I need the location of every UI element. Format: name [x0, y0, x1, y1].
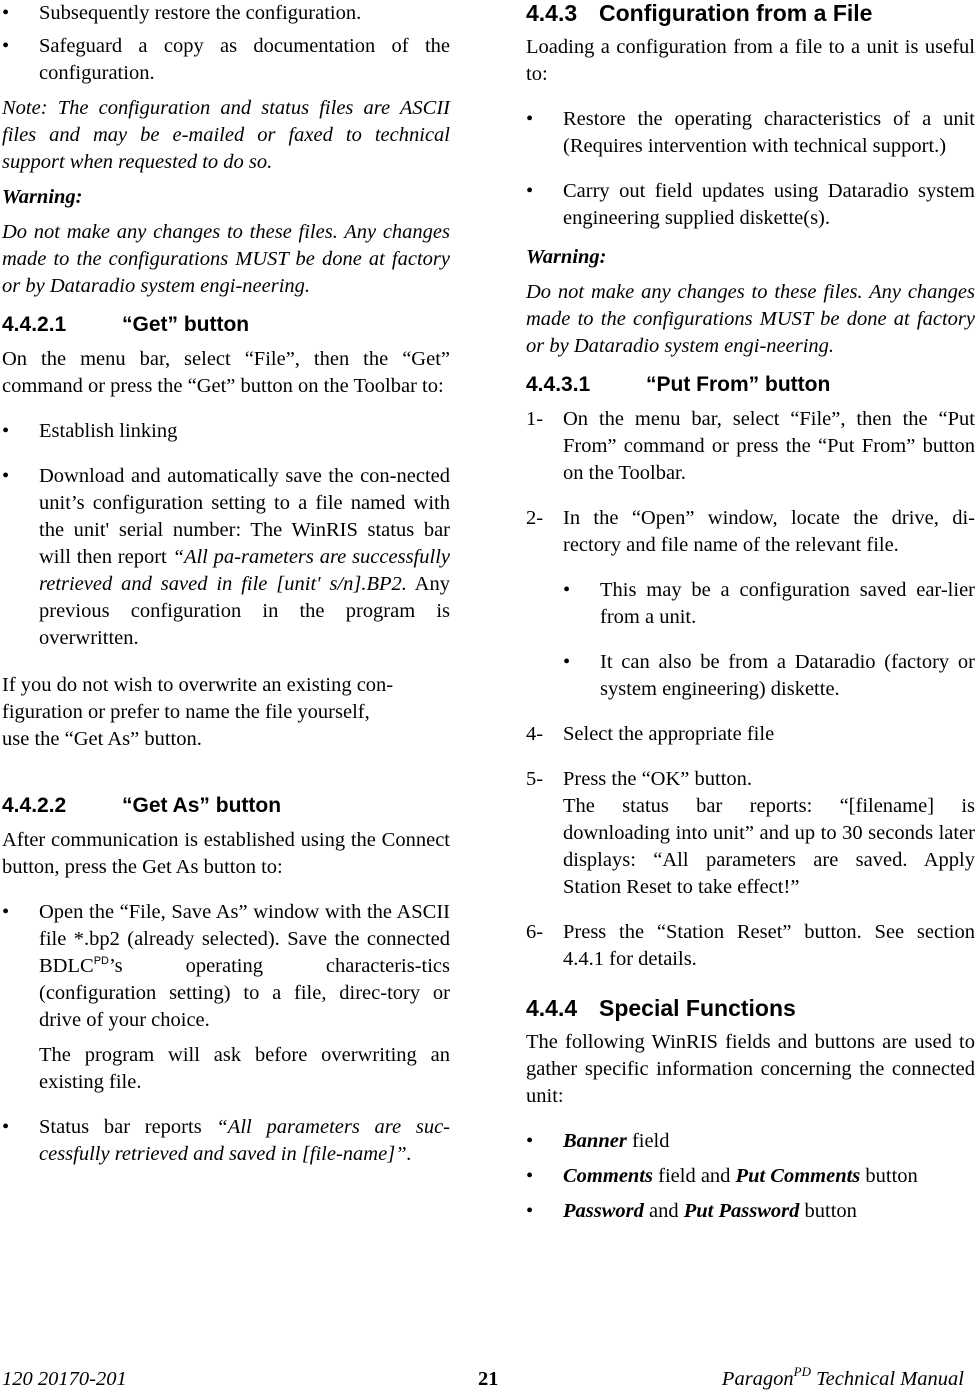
ask-paragraph: The program will ask before overwriting an existing file. [39, 1044, 450, 1093]
get-paragraph: On the menu bar, select “File”, then the “Get” command or press the “Get” button on the Toolbar to: [2, 348, 450, 397]
list-item: • Download and automatically save the con-nected unit’s configuration setting to a file named with the unit' serial number: The WinRIS status bar will then report “All pa-rameters are successfully retrieved and saved in file [unit' s/n].BP2. Any previous configuration in the program is overwritten. [2, 465, 450, 649]
bullet-icon: • [526, 1165, 534, 1187]
load-paragraph: Loading a configuration from a file to a unit is useful to: [526, 36, 975, 85]
document-number: 120 20170-201 [2, 1368, 127, 1390]
getas-paragraph: After communication is established using the Connect button, press the Get As button to: [2, 829, 450, 878]
section-heading-4-4-2-2: 4.4.2.2 “Get As” button [2, 794, 282, 817]
list-item: 1- On the menu bar, select “File”, then the “Put From” command or press the “Put From” button on the Toolbar. [526, 408, 975, 484]
manual-title: Paragon$^{PD}$ Technical Manual [721, 1364, 964, 1390]
left-column [2, 0, 450, 1186]
bullet-icon: • [2, 2, 10, 24]
list-item: 2- In the “Open” window, locate the drive, di-rectory and file name of the relevant file. [526, 507, 975, 556]
list-item: • Subsequently restore the configuration. [2, 0, 450, 27]
list-item: • Restore the operating characteristics of a unit (Requires intervention with technical support.) [526, 108, 975, 157]
warning-text: Do not make any changes to these files. Any changes made to the configurations MUST be done at factory or by Dataradio system engi-neering. [2, 221, 450, 297]
bullet-icon: • [2, 1116, 10, 1138]
list-item: • Comments field and Put Comments button [526, 1163, 975, 1190]
list-item: 4- Select the appropriate file [526, 723, 775, 745]
bullet-icon: • [563, 579, 571, 601]
section-heading-4-4-3-1: 4.4.3.1 “Put From” button [526, 373, 831, 396]
right-column [526, 0, 975, 1233]
bullet-icon: • [2, 35, 10, 57]
list-item: • Carry out field updates using Dataradio system engineering supplied diskette(s). [526, 180, 975, 229]
list-item: • Establish linking [2, 418, 450, 445]
bullet-icon: • [526, 180, 534, 202]
bullet-icon: • [563, 651, 571, 673]
list-item: • Status bar reports “All parameters are suc-cessfully retrieved and saved in [file-name]”. [2, 1116, 450, 1165]
bullet-icon: • [526, 1200, 534, 1222]
list-item: • Password and Put Password button [526, 1198, 975, 1225]
bullet-icon: • [2, 465, 10, 487]
bullet-icon: • [526, 1130, 534, 1152]
list-item: 5- Press the “OK” button. The status bar reports: “[filename] is downloading into unit” and up to 30 seconds later displays: “All parameters are saved. Apply Station Reset to take effect!” [526, 768, 975, 898]
bullet-icon: • [2, 901, 10, 923]
list-item: • It can also be from a Dataradio (factory or system engineering) diskette. [563, 651, 975, 700]
section-heading-4-4-4: 4.4.4 Special Functions [526, 995, 796, 1021]
warning-label: Warning: [526, 246, 607, 268]
note-paragraph: Note: The configuration and status files are ASCII files and may be e-mailed or faxed to technical support when requested to do so. [2, 97, 450, 173]
list-item: • Banner field [526, 1128, 975, 1155]
list-item: • Safeguard a copy as documentation of the configuration. [2, 35, 450, 84]
overwrite-paragraph: If you do not wish to overwrite an existing con- figuration or prefer to name the file yourself, use the “Get As” button. [2, 674, 394, 750]
warning-text: Do not make any changes to these files. Any changes made to the configurations MUST be done at factory or by Dataradio system engi-neering. [526, 281, 975, 357]
list-item: 6- Press the “Station Reset” button. See section 4.4.1 for details. [526, 921, 975, 970]
list-item: • Open the “File, Save As” window with the ASCII file *.bp2 (already selected). Save the connected $BDLC^{PD}’s$ operating characteris-tics (configuration setting) to a file, direc-tory or drive of your choice. [2, 901, 450, 1031]
bullet-icon: • [2, 420, 10, 442]
bullet-icon: • [526, 108, 534, 130]
section-heading-4-4-3: 4.4.3 Configuration from a File [526, 0, 873, 26]
list-item: • This may be a configuration saved ear-lier from a unit. [563, 579, 975, 628]
special-paragraph: The following WinRIS fields and buttons are used to gather specific information concerning the connected unit: [526, 1031, 975, 1107]
page-number: 21 [478, 1368, 499, 1390]
warning-label: Warning: [2, 186, 83, 208]
section-heading-4-4-2-1: 4.4.2.1 “Get” button [2, 313, 250, 336]
